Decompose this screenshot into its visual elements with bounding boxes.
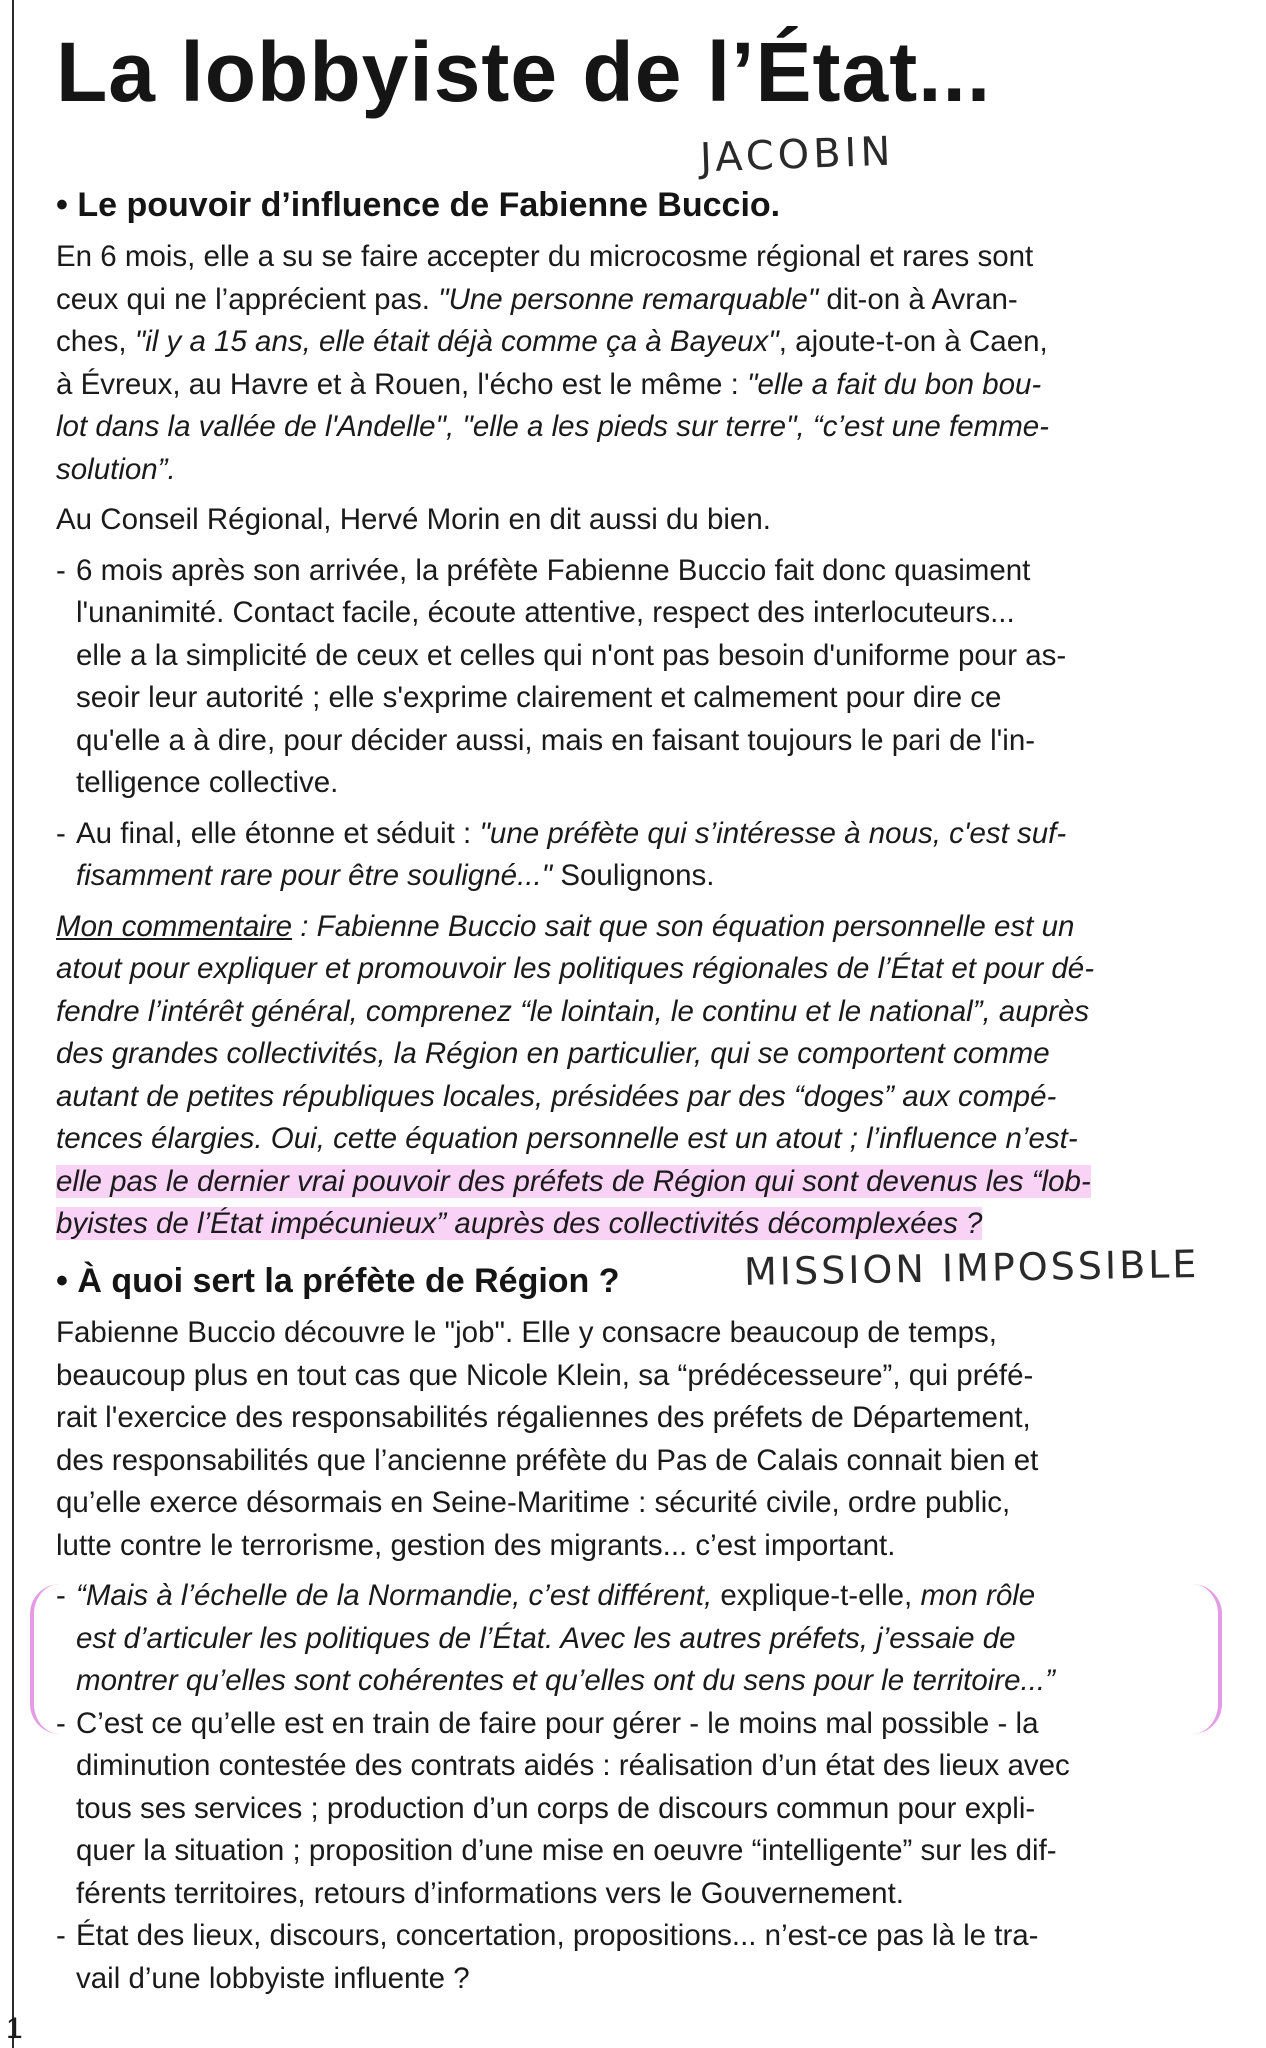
bullet-au-final bbox=[56, 813, 1186, 898]
highlighted-line bbox=[56, 1203, 1186, 1246]
text-line bbox=[56, 1033, 1186, 1076]
italic-text: montrer qu’elles sont cohérentes et qu’elles ont du sens pour le territoire...” bbox=[76, 1664, 1055, 1697]
italic-text: solution”. bbox=[56, 452, 176, 486]
text-line: beaucoup plus en tout cas que Nicole Klein, sa “prédécesseure”, qui préfé- bbox=[56, 1358, 1034, 1392]
text-line: l'unanimité. Contact facile, écoute attentive, respect des interlocuteurs... bbox=[76, 596, 1015, 629]
text-line: quer la situation ; proposition d’une mise en oeuvre “intelligente” sur les dif- bbox=[76, 1834, 1057, 1867]
section-heading-influence: • Le pouvoir d’influence de Fabienne Buccio. bbox=[56, 186, 781, 224]
text-line bbox=[76, 1660, 1186, 1703]
text-line bbox=[56, 364, 1186, 407]
bullet-dash: - bbox=[56, 1919, 66, 1952]
bullet-quote-normandie bbox=[56, 1575, 1186, 1703]
text-line bbox=[56, 1076, 1186, 1119]
text-line bbox=[56, 1118, 1186, 1161]
text-line bbox=[56, 948, 1186, 991]
text-line: diminution contestée des contrats aidés : réalisation d’un état des lieux avec bbox=[76, 1749, 1070, 1782]
paragraph-job bbox=[56, 1312, 1186, 1567]
page-number: 1 bbox=[6, 2012, 23, 2045]
bullet-dash: - bbox=[56, 1706, 66, 1740]
text-line bbox=[56, 406, 1186, 449]
paragraph-commentaire bbox=[56, 906, 1186, 1246]
italic-text: "elle a fait du bon bou- bbox=[747, 367, 1042, 401]
text-run: ceux qui ne l’apprécient pas. bbox=[56, 282, 439, 316]
italic-text: lot dans la vallée de l'Andelle", "elle a les pieds sur terre", “c’est une femme- bbox=[56, 410, 1050, 443]
text-line bbox=[56, 236, 1186, 279]
bullet-dash: - bbox=[56, 816, 66, 850]
text-line: C’est ce qu’elle est en train de faire pour gérer - le moins mal possible - la bbox=[76, 1706, 1039, 1740]
text-line bbox=[56, 991, 1186, 1034]
paragraph-conseil-regional bbox=[56, 499, 1186, 542]
text-line: férents territoires, retours d’informations vers le Gouvernement. bbox=[76, 1876, 904, 1910]
text-line: rait l'exercice des responsabilités régaliennes des préfets de Département, bbox=[56, 1401, 1031, 1434]
text-line bbox=[56, 321, 1186, 364]
italic-text: fendre l’intérêt général, comprenez “le lointain, le continu et le national”, auprès bbox=[56, 994, 1090, 1028]
text-line: tous ses services ; production d’un corps de discours commun pour expli- bbox=[76, 1791, 1036, 1825]
handwritten-note-mission: MISSION IMPOSSIBLE bbox=[743, 1242, 1200, 1294]
highlighted-text: byistes de l’État impécunieux” auprès des collectivités décomplexées ? bbox=[56, 1207, 983, 1240]
text-line bbox=[292, 910, 1074, 943]
text-line: lutte contre le terrorisme, gestion des migrants... c’est important. bbox=[56, 1528, 896, 1562]
bullet-dash: - bbox=[56, 1579, 66, 1612]
text-line: 6 mois après son arrivée, la préfète Fabienne Buccio fait donc quasiment bbox=[76, 553, 1031, 587]
text-run: Soulignons. bbox=[552, 859, 715, 892]
text-line bbox=[56, 449, 1186, 492]
section-2-body bbox=[56, 1312, 1186, 2000]
section-heading-role: • À quoi sert la préfète de Région ? bbox=[56, 1262, 620, 1300]
italic-text: : Fabienne Buccio sait que son équation personnelle est un bbox=[292, 909, 1075, 943]
bullet-unanimite bbox=[56, 550, 1186, 805]
italic-text: fisamment rare pour être souligné..." bbox=[76, 859, 553, 892]
left-margin-rule bbox=[12, 0, 14, 2048]
pink-bracket-left bbox=[30, 1584, 62, 1734]
italic-text: est d’articuler les politiques de l’État. Avec les autres préfets, j’essaie de bbox=[76, 1621, 1016, 1655]
text-line: État des lieux, discours, concertation, propositions... n’est-ce pas là le tra- bbox=[76, 1919, 1039, 1952]
text-run: ches, bbox=[56, 325, 135, 358]
italic-text: “Mais à l’échelle de la Normandie, c’est différent, bbox=[76, 1579, 713, 1612]
italic-text: tences élargies. Oui, cette équation personnelle est un atout ; l’influence n’est- bbox=[56, 1122, 1078, 1155]
italic-text: "une préfète qui s’intéresse à nous, c'est suf- bbox=[479, 816, 1067, 850]
article-title: La lobbyiste de l’État... bbox=[56, 25, 992, 119]
text-line: des responsabilités que l’ancienne préfète du Pas de Calais connait bien et bbox=[56, 1443, 1039, 1477]
italic-text: "il y a 15 ans, elle était déjà comme ça à Bayeux" bbox=[134, 325, 779, 358]
text-run: En 6 mois, elle a su se faire accepter du microcosme régional et rares sont bbox=[56, 240, 1034, 273]
text-line bbox=[56, 279, 1186, 322]
handwritten-note-jacobin: JACOBIN bbox=[699, 128, 896, 182]
highlighted-line bbox=[56, 1161, 1186, 1204]
text-line bbox=[76, 1618, 1186, 1661]
comment-label: Mon commentaire bbox=[56, 909, 293, 943]
text-line: vail d’une lobbyiste influente ? bbox=[76, 1961, 470, 1995]
highlighted-text: elle pas le dernier vrai pouvoir des préfets de Région qui sont devenus les “lob- bbox=[56, 1164, 1091, 1198]
text-line: elle a la simplicité de ceux et celles qui n'ont pas besoin d'uniforme pour as- bbox=[76, 638, 1067, 672]
italic-text: "Une personne remarquable" bbox=[438, 282, 819, 316]
bullet-contrats-aides bbox=[56, 1703, 1186, 1916]
text-run: , ajoute-t-on à Caen, bbox=[778, 325, 1048, 358]
text-run: à Évreux, au Havre et à Rouen, l'écho est le même : bbox=[56, 367, 748, 401]
text-line: qu'elle a à dire, pour décider aussi, mais en faisant toujours le pari de l'in- bbox=[76, 723, 1036, 757]
text-line: qu’elle exerce désormais en Seine-Maritime : sécurité civile, ordre public, bbox=[56, 1486, 1011, 1519]
text-line bbox=[76, 855, 1186, 898]
italic-text: mon rôle bbox=[920, 1579, 1036, 1612]
text-run: dit-on à Avran- bbox=[818, 282, 1018, 316]
text-line: Fabienne Buccio découvre le "job". Elle y consacre beaucoup de temps, bbox=[56, 1316, 997, 1349]
bullet-etat-des-lieux bbox=[56, 1915, 1186, 2000]
text-line: telligence collective. bbox=[76, 766, 339, 799]
italic-text: des grandes collectivités, la Région en particulier, qui se comportent comme bbox=[56, 1037, 1050, 1070]
text-run: explique-t-elle, bbox=[712, 1579, 921, 1612]
text-line bbox=[76, 1579, 1035, 1612]
section-1-body bbox=[56, 236, 1186, 1246]
text-line: Au Conseil Régional, Hervé Morin en dit aussi du bien. bbox=[56, 503, 771, 536]
text-line: seoir leur autorité ; elle s'exprime clairement et calmement pour dire ce bbox=[76, 681, 1002, 714]
italic-text: autant de petites républiques locales, présidées par des “doges” aux compé- bbox=[56, 1079, 1057, 1113]
text-run: Au final, elle étonne et séduit : bbox=[76, 816, 480, 850]
italic-text: atout pour expliquer et promouvoir les politiques régionales de l’État et pour dé- bbox=[56, 952, 1095, 985]
text-line bbox=[76, 817, 1066, 850]
bullet-dash: - bbox=[56, 553, 66, 587]
pink-bracket-right bbox=[1190, 1584, 1222, 1734]
paragraph-intro bbox=[56, 236, 1186, 491]
